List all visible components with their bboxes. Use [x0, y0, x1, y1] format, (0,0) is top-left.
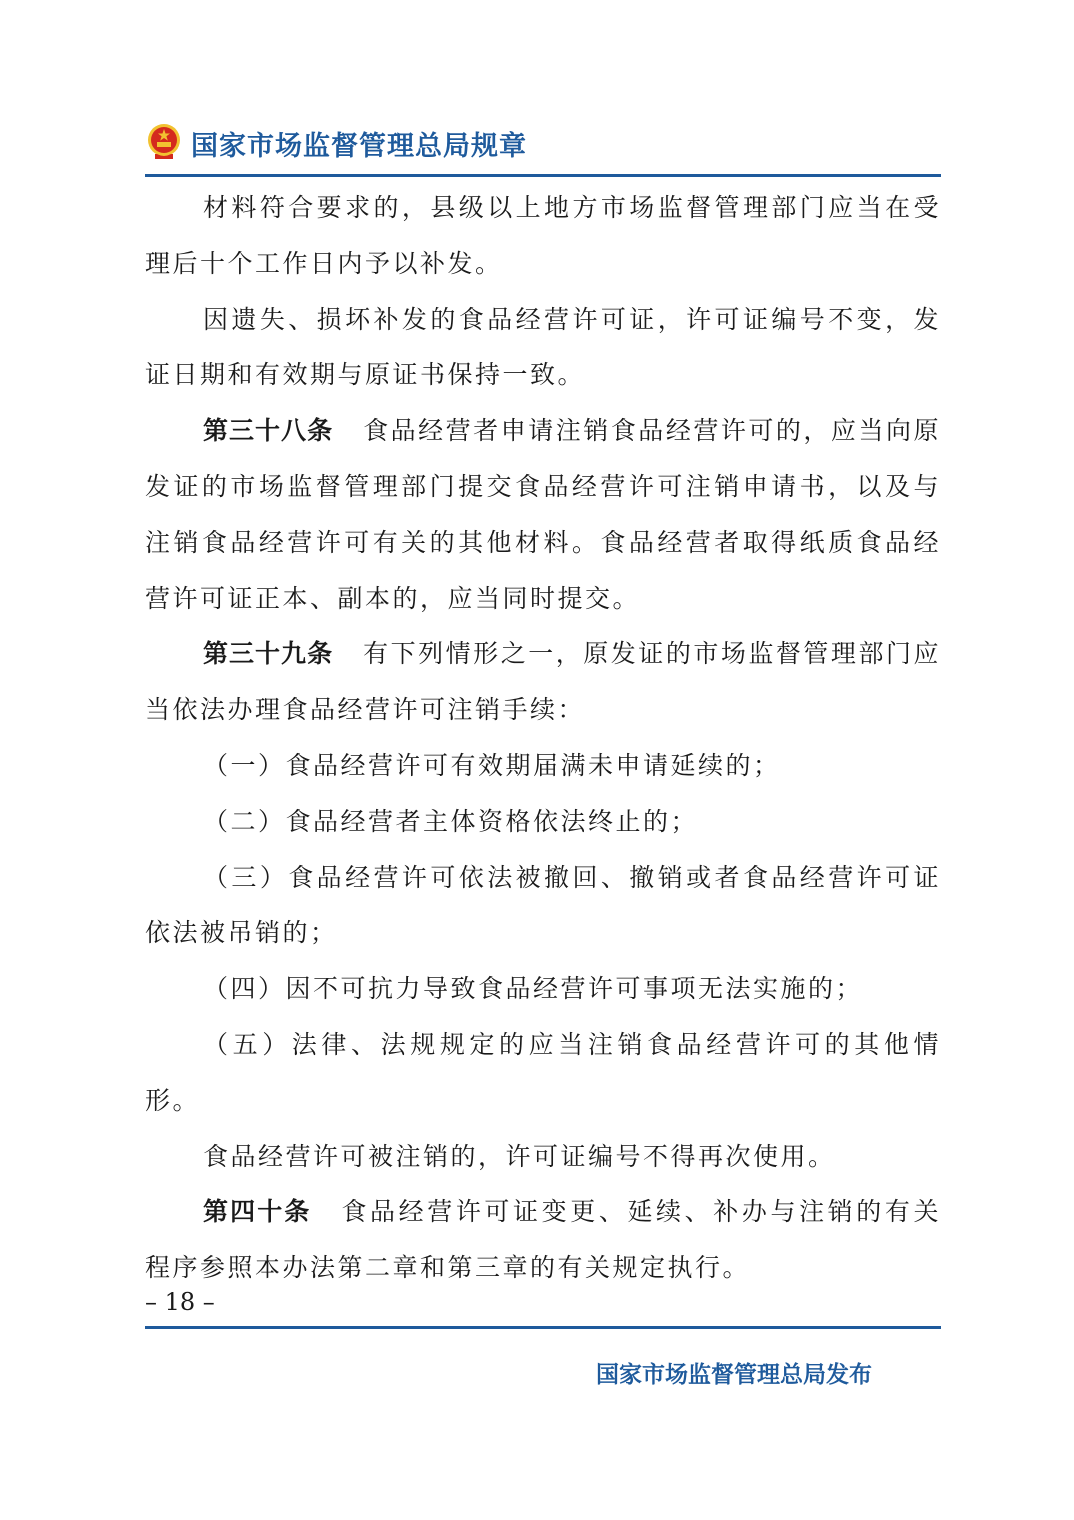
article-39	[145, 626, 941, 738]
list-item	[145, 738, 941, 794]
paragraph-text: 食品经营许可被注销的，许可证编号不得再次使用。	[203, 1141, 836, 1171]
document-header	[145, 118, 941, 178]
page-number: – 18 –	[145, 1288, 215, 1316]
paragraph-text: （五）法律、法规规定的应当注销食品经营许可的其他情形。	[145, 1029, 941, 1115]
national-emblem-icon	[145, 122, 183, 162]
article-heading: 第三十九条	[203, 639, 334, 669]
footer-publisher: 国家市场监督管理总局发布	[596, 1362, 872, 1388]
paragraph-text: （三）食品经营许可依法被撤回、撤销或者食品经营许可证依法被吊销的；	[145, 862, 941, 948]
article-heading: 第三十八条	[203, 416, 334, 446]
article-38	[145, 403, 941, 626]
header-title: 国家市场监督管理总局规章	[191, 131, 527, 162]
paragraph	[145, 180, 941, 292]
list-item	[145, 1017, 941, 1129]
list-item	[145, 961, 941, 1017]
paragraph-text: 食品经营许可证变更、延续、补办与注销的有关程序参照本办法第二章和第三章的有关规定执行。	[145, 1197, 941, 1283]
paragraph-text: （一）食品经营许可有效期届满未申请延续的；	[203, 750, 781, 780]
paragraph-text: （四）因不可抗力导致食品经营许可事项无法实施的；	[203, 974, 864, 1004]
paragraph-text: 材料符合要求的，县级以上地方市场监督管理部门应当在受理后十个工作日内予以补发。	[145, 193, 941, 278]
article-40	[145, 1184, 941, 1296]
document-body	[145, 180, 941, 1296]
paragraph-text: 有下列情形之一，原发证的市场监督管理部门应当依法办理食品经营许可注销手续：	[145, 639, 941, 725]
paragraph-text: （二）食品经营者主体资格依法终止的；	[203, 806, 699, 836]
paragraph	[145, 292, 941, 404]
list-item	[145, 850, 941, 962]
article-heading: 第四十条	[203, 1197, 312, 1227]
footer-divider	[145, 1326, 941, 1329]
paragraph	[145, 1129, 941, 1185]
paragraph-text: 食品经营者申请注销食品经营许可的，应当向原发证的市场监督管理部门提交食品经营许可注销申请书，以及与注销食品经营许可有关的其他材料。食品经营者取得纸质食品经营许可证正本、副本的，应当同时提交。	[145, 416, 941, 613]
paragraph-text: 因遗失、损坏补发的食品经营许可证，许可证编号不变，发证日期和有效期与原证书保持一致。	[145, 304, 941, 390]
header-divider	[145, 174, 941, 177]
list-item	[145, 794, 941, 850]
